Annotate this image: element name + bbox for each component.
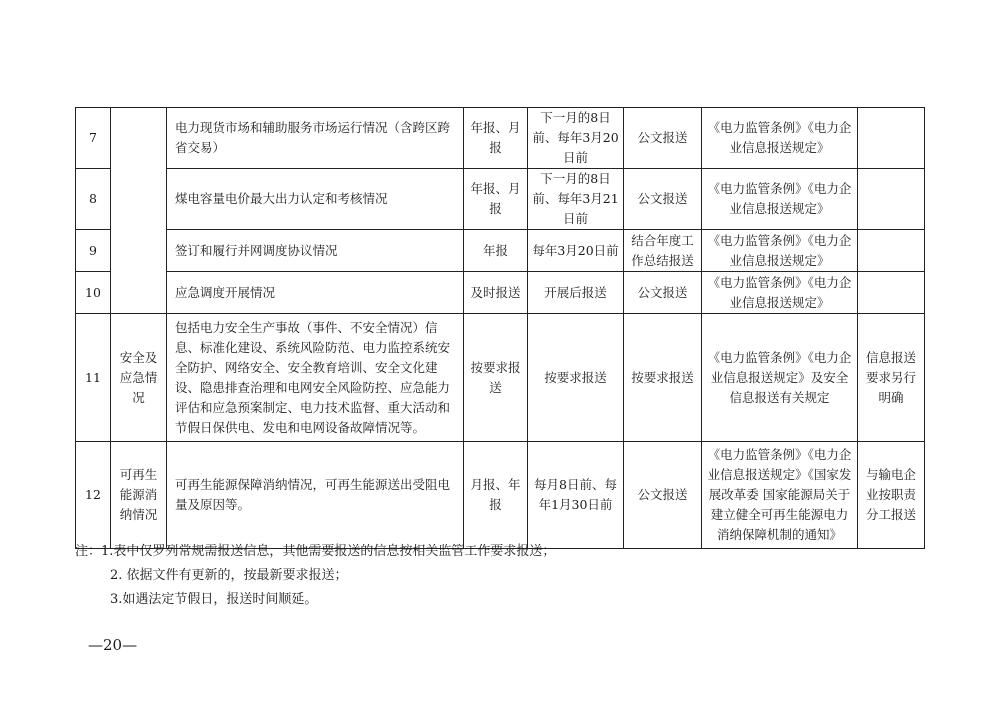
deadline-cell: 按要求报送 bbox=[528, 314, 624, 442]
basis-cell: 《电力监管条例》《电力企业信息报送规定》及安全信息报送有关规定 bbox=[702, 314, 858, 442]
frequency-cell: 年报、月报 bbox=[464, 108, 528, 169]
row-number: 11 bbox=[76, 314, 111, 442]
content-cell: 包括电力安全生产事故（事件、不安全情况）信息、标准化建设、系统风险防范、电力监控系统安全防护、网络安全、安全教育培训、安全文化建设、隐患排查治理和电网安全风险防控、应急能力评估和应急预案制定、电力技术监督、重大活动和节假日保供电、发电和电网设备故障情况等。 bbox=[167, 314, 464, 442]
deadline-cell: 每月8日前、每年1月30日前 bbox=[528, 442, 624, 549]
deadline-cell: 下一月的8日前、每年3月21日前 bbox=[528, 169, 624, 230]
remark-cell: 信息报送要求另行明确 bbox=[858, 314, 925, 442]
frequency-cell: 年报、月报 bbox=[464, 169, 528, 230]
basis-cell: 《电力监管条例》《电力企业信息报送规定》 bbox=[702, 272, 858, 314]
basis-cell: 《电力监管条例》《电力企业信息报送规定》 bbox=[702, 108, 858, 169]
method-cell: 公文报送 bbox=[624, 272, 702, 314]
frequency-cell: 月报、年报 bbox=[464, 442, 528, 549]
category-cell bbox=[111, 108, 167, 314]
note-3: 3.如遇法定节假日，报送时间顺延。 bbox=[110, 592, 318, 607]
table-row bbox=[76, 108, 925, 169]
row-number: 12 bbox=[76, 442, 111, 549]
category-cell: 安全及应急情况 bbox=[111, 314, 167, 442]
frequency-cell: 年报 bbox=[464, 230, 528, 272]
table-row bbox=[76, 442, 925, 549]
frequency-cell: 及时报送 bbox=[464, 272, 528, 314]
deadline-cell: 开展后报送 bbox=[528, 272, 624, 314]
method-cell: 公文报送 bbox=[624, 169, 702, 230]
content-cell: 签订和履行并网调度协议情况 bbox=[167, 230, 464, 272]
content-cell: 可再生能源保障消纳情况，可再生能源送出受阻电量及原因等。 bbox=[167, 442, 464, 549]
report-table bbox=[75, 107, 925, 549]
content-cell: 应急调度开展情况 bbox=[167, 272, 464, 314]
method-cell: 按要求报送 bbox=[624, 314, 702, 442]
table-notes bbox=[75, 540, 555, 612]
basis-cell: 《电力监管条例》《电力企业信息报送规定》《国家发展改革委 国家能源局关于建立健全可再生能源电力消纳保障机制的通知》 bbox=[702, 442, 858, 549]
table-row bbox=[76, 314, 925, 442]
content-cell: 电力现货市场和辅助服务市场运行情况（含跨区跨省交易） bbox=[167, 108, 464, 169]
table-row bbox=[76, 169, 925, 230]
method-cell: 公文报送 bbox=[624, 442, 702, 549]
remark-cell: 与输电企业按职责分工报送 bbox=[858, 442, 925, 549]
frequency-cell: 按要求报送 bbox=[464, 314, 528, 442]
remark-cell bbox=[858, 108, 925, 169]
basis-cell: 《电力监管条例》《电力企业信息报送规定》 bbox=[702, 169, 858, 230]
row-number: 10 bbox=[76, 272, 111, 314]
row-number: 8 bbox=[76, 169, 111, 230]
note-1: 注：1.表中仅罗列常规需报送信息，其他需要报送的信息按相关监管工作要求报送； bbox=[75, 544, 556, 559]
table-row bbox=[76, 230, 925, 272]
remark-cell bbox=[858, 272, 925, 314]
basis-cell: 《电力监管条例》《电力企业信息报送规定》 bbox=[702, 230, 858, 272]
remark-cell bbox=[858, 230, 925, 272]
method-cell: 公文报送 bbox=[624, 108, 702, 169]
table-row bbox=[76, 272, 925, 314]
note-2: 2. 依据文件有更新的，按最新要求报送； bbox=[110, 568, 348, 583]
remark-cell bbox=[858, 169, 925, 230]
category-cell: 可再生能源消纳情况 bbox=[111, 442, 167, 549]
deadline-cell: 每年3月20日前 bbox=[528, 230, 624, 272]
deadline-cell: 下一月的8日前、每年3月20日前 bbox=[528, 108, 624, 169]
page-number: —20— bbox=[88, 636, 138, 654]
row-number: 9 bbox=[76, 230, 111, 272]
method-cell: 结合年度工作总结报送 bbox=[624, 230, 702, 272]
row-number: 7 bbox=[76, 108, 111, 169]
content-cell: 煤电容量电价最大出力认定和考核情况 bbox=[167, 169, 464, 230]
